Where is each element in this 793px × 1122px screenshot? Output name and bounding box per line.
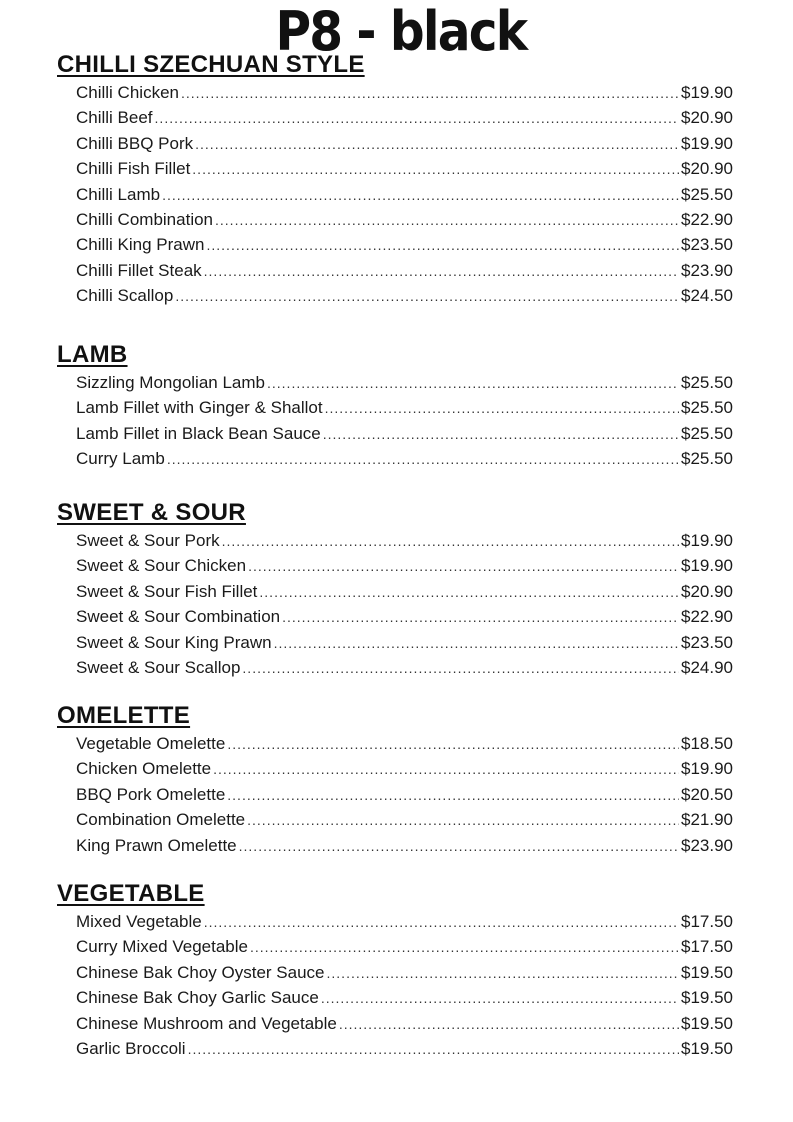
dot-leader <box>207 233 680 258</box>
item-price: $19.90 <box>681 133 733 153</box>
menu-section-lamb <box>57 341 733 472</box>
menu-item <box>76 446 733 471</box>
menu-item <box>76 80 733 105</box>
dot-leader <box>204 259 679 284</box>
dot-leader <box>181 81 679 106</box>
menu-section-sweet-sour <box>57 499 733 680</box>
menu-item <box>76 985 733 1010</box>
item-name: Lamb Fillet with Ginger & Shallot <box>76 398 323 418</box>
menu-item <box>76 283 733 308</box>
item-name: Chinese Bak Choy Garlic Sauce <box>76 988 319 1008</box>
section-title: SWEET & SOUR <box>57 499 246 526</box>
item-price: $17.50 <box>681 912 733 931</box>
item-price: $23.90 <box>681 835 733 855</box>
item-price: $22.90 <box>681 209 733 229</box>
dot-leader <box>162 183 679 208</box>
page-title: P8 - black <box>275 0 527 63</box>
menu-item <box>76 1036 733 1061</box>
item-price: $25.50 <box>681 184 733 204</box>
menu-item <box>76 395 733 420</box>
item-price: $19.90 <box>681 83 733 102</box>
item-price: $19.90 <box>681 531 733 550</box>
item-price: $20.90 <box>681 159 733 179</box>
item-name: Chinese Bak Choy Oyster Sauce <box>76 962 325 982</box>
menu-item <box>76 131 733 156</box>
item-price: $18.50 <box>681 734 733 753</box>
item-price: $24.90 <box>681 657 733 677</box>
item-price: $25.50 <box>681 449 733 469</box>
item-price: $24.50 <box>681 286 733 306</box>
dot-leader <box>274 631 679 656</box>
dot-leader <box>239 834 679 859</box>
dot-leader <box>204 910 679 935</box>
menu-item <box>76 833 733 858</box>
item-name: BBQ Pork Omelette <box>76 784 226 804</box>
menu-item <box>76 553 733 578</box>
dot-leader <box>282 605 679 630</box>
menu-item <box>76 807 733 832</box>
item-price: $20.90 <box>681 581 733 601</box>
dot-leader <box>323 422 679 447</box>
menu-item <box>76 604 733 629</box>
item-name: Curry Mixed Vegetable <box>76 937 248 957</box>
item-name: Chilli Fillet Steak <box>76 260 202 280</box>
item-name: Mixed Vegetable <box>76 912 202 931</box>
item-price: $19.50 <box>681 1013 733 1033</box>
section-title: VEGETABLE <box>57 880 205 907</box>
item-name: Chilli Combination <box>76 209 214 229</box>
dot-leader <box>167 447 679 472</box>
dot-leader <box>321 986 679 1011</box>
menu-item <box>76 782 733 807</box>
menu-item <box>76 528 733 553</box>
item-name: Chilli BBQ Pork <box>76 133 194 153</box>
menu-item-list <box>57 80 733 309</box>
menu-item <box>76 960 733 985</box>
item-name: Chilli Fish Fillet <box>76 159 191 179</box>
item-name: Sweet & Sour Scallop <box>76 657 241 677</box>
menu-item <box>76 909 733 934</box>
dot-leader <box>188 1037 679 1062</box>
dot-leader <box>192 157 679 182</box>
item-name: Garlic Broccoli <box>76 1038 186 1058</box>
item-name: Chilli Chicken <box>76 83 179 102</box>
menu-item-list <box>57 370 733 472</box>
menu-section-vegetable <box>57 880 733 1061</box>
dot-leader <box>155 106 679 131</box>
menu-item-list <box>57 528 733 680</box>
item-price: $19.50 <box>681 988 733 1008</box>
item-price: $23.50 <box>681 632 733 652</box>
item-name: Combination Omelette <box>76 810 246 830</box>
item-price: $19.90 <box>681 759 733 779</box>
menu-item <box>76 370 733 395</box>
menu-item <box>76 579 733 604</box>
menu-item <box>76 421 733 446</box>
item-price: $25.50 <box>681 373 733 392</box>
menu-item-list <box>57 731 733 858</box>
menu-item <box>76 207 733 232</box>
menu-item <box>76 156 733 181</box>
dot-leader <box>248 554 679 579</box>
item-name: Sweet & Sour Fish Fillet <box>76 581 258 601</box>
dot-leader <box>250 935 679 960</box>
item-price: $20.50 <box>681 784 733 804</box>
item-price: $25.50 <box>681 398 733 418</box>
dot-leader <box>327 961 679 986</box>
dot-leader <box>222 529 679 554</box>
item-name: Chilli Scallop <box>76 286 174 306</box>
item-name: Vegetable Omelette <box>76 734 226 753</box>
item-name: Chicken Omelette <box>76 759 212 779</box>
menu-section-chilli-szechuan <box>57 51 733 309</box>
item-price: $21.90 <box>681 810 733 830</box>
dot-leader <box>325 396 679 421</box>
item-price: $23.50 <box>681 235 733 255</box>
item-price: $22.90 <box>681 607 733 627</box>
item-price: $19.50 <box>681 962 733 982</box>
menu-item <box>76 105 733 130</box>
menu-item <box>76 934 733 959</box>
menu-section-omelette <box>57 702 733 858</box>
dot-leader <box>215 208 679 233</box>
item-name: Sweet & Sour Combination <box>76 607 281 627</box>
menu-item-list <box>57 909 733 1061</box>
dot-leader <box>227 783 679 808</box>
item-name: Sizzling Mongolian Lamb <box>76 373 265 392</box>
dot-leader <box>242 656 679 681</box>
dot-leader <box>227 732 679 757</box>
item-name: Chilli Beef <box>76 108 153 128</box>
dot-leader <box>213 757 679 782</box>
section-title: LAMB <box>57 341 128 368</box>
menu-item <box>76 655 733 680</box>
dot-leader <box>247 808 679 833</box>
dot-leader <box>339 1012 679 1037</box>
item-name: Sweet & Sour King Prawn <box>76 632 272 652</box>
item-price: $20.90 <box>681 108 733 128</box>
menu-item <box>76 731 733 756</box>
item-name: Lamb Fillet in Black Bean Sauce <box>76 423 321 443</box>
menu-item <box>76 756 733 781</box>
dot-leader <box>195 132 679 157</box>
menu-item <box>76 258 733 283</box>
item-name: Sweet & Sour Chicken <box>76 556 247 576</box>
dot-leader <box>267 371 679 396</box>
item-price: $19.90 <box>681 556 733 576</box>
menu-item <box>76 182 733 207</box>
item-price: $17.50 <box>681 937 733 957</box>
item-price: $23.90 <box>681 260 733 280</box>
item-name: Curry Lamb <box>76 449 165 469</box>
item-name: Chilli Lamb <box>76 184 161 204</box>
dot-leader <box>175 284 679 309</box>
item-price: $25.50 <box>681 423 733 443</box>
menu-item <box>76 630 733 655</box>
item-name: Chinese Mushroom and Vegetable <box>76 1013 337 1033</box>
item-name: King Prawn Omelette <box>76 835 237 855</box>
section-title: OMELETTE <box>57 702 191 729</box>
menu-item <box>76 232 733 257</box>
item-name: Sweet & Sour Pork <box>76 531 220 550</box>
dot-leader <box>259 580 679 605</box>
section-title: CHILLI SZECHUAN STYLE <box>57 51 365 78</box>
item-price: $19.50 <box>681 1038 733 1058</box>
item-name: Chilli King Prawn <box>76 235 205 255</box>
menu-item <box>76 1011 733 1036</box>
